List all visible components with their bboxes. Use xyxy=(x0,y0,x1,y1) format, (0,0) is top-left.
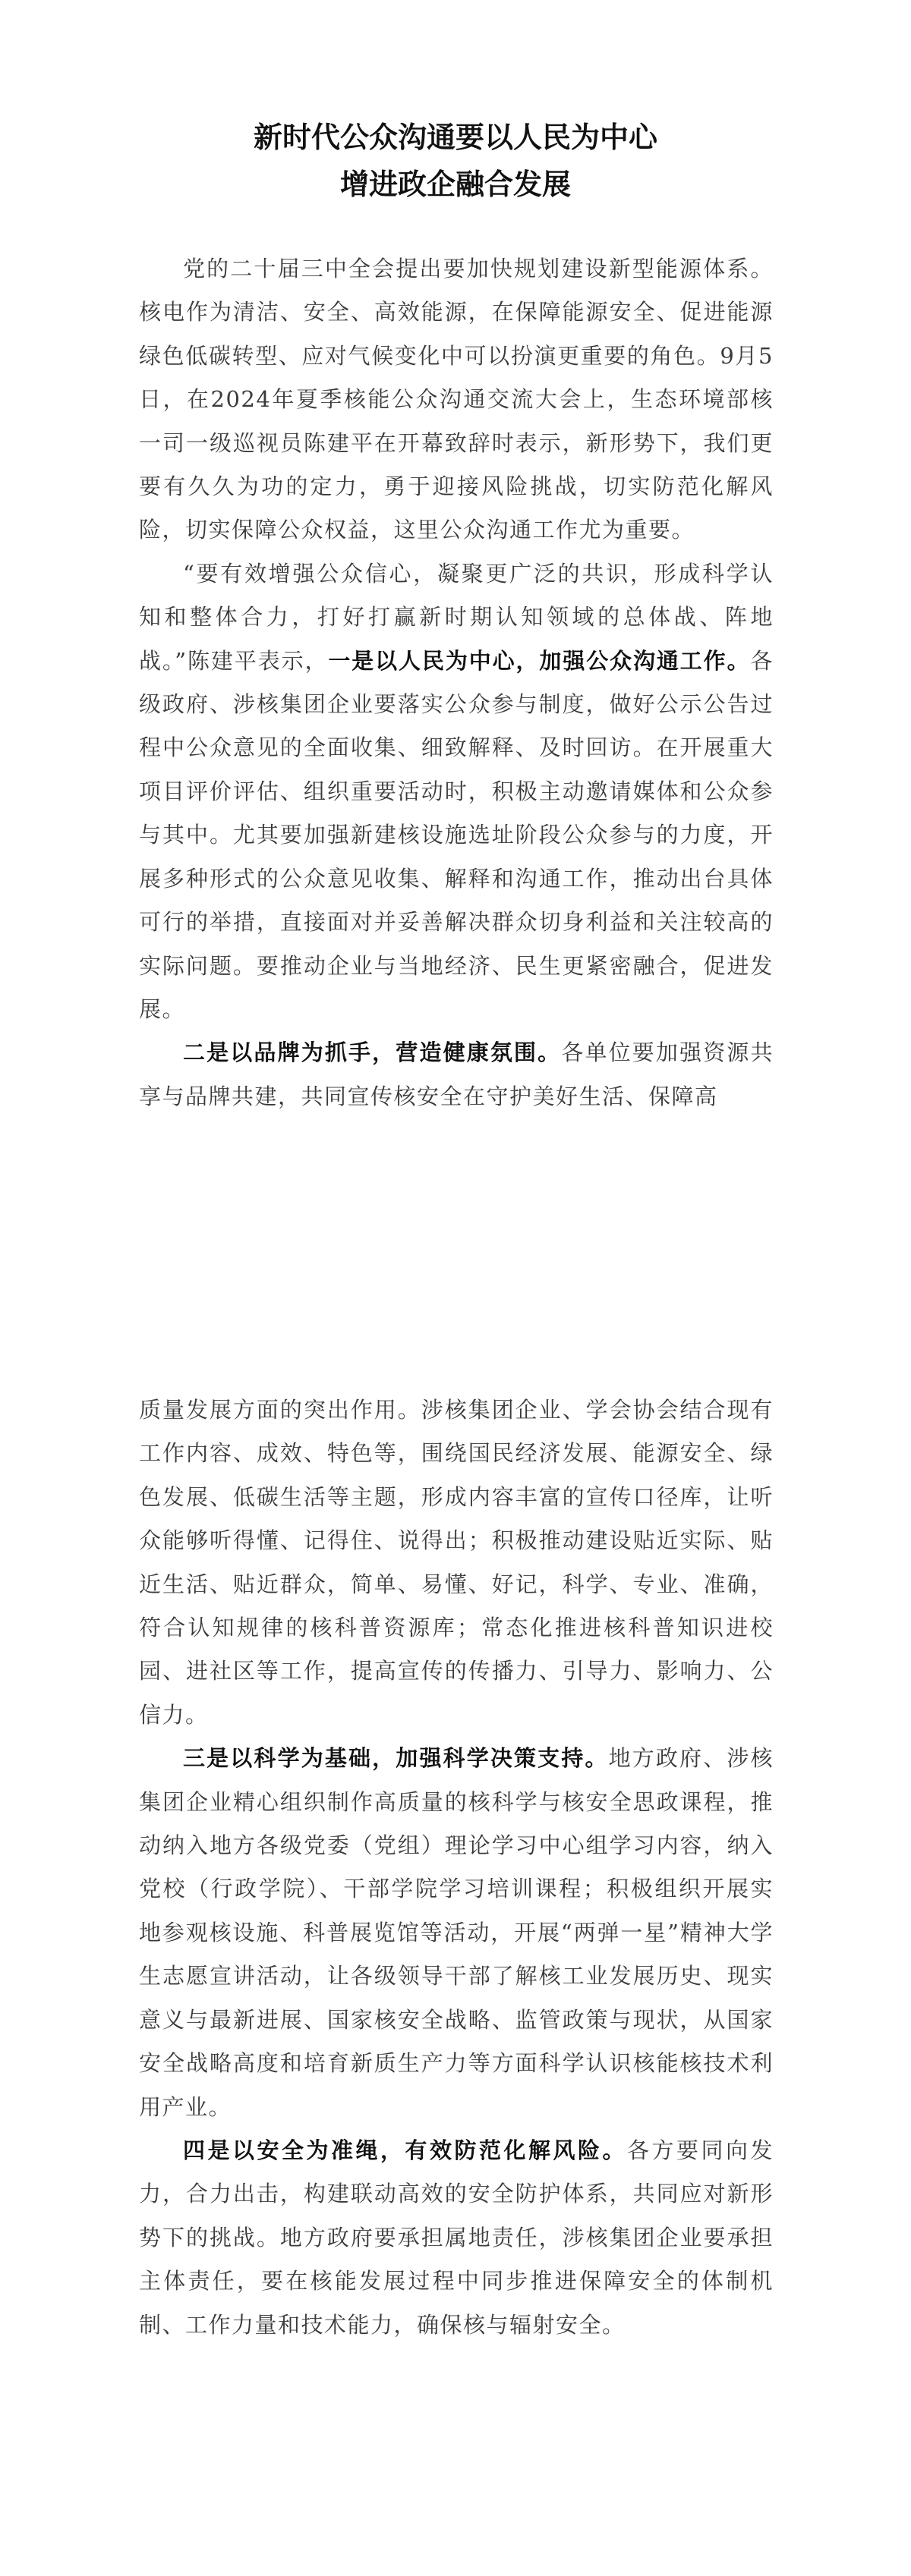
point-four-heading: 四是以安全为准绳，有效防范化解风险。 xyxy=(183,2137,627,2163)
title-line-2: 增进政企融合发展 xyxy=(339,167,571,201)
quote-text: “要有效增强公众信心，凝聚更广泛的共识，形成科学认知和整体合力，打好打赢新时期认知领域的总体战、阵地战。”陈建平表示， xyxy=(139,560,774,674)
point-two-text-start: 各单位要加强资源共享与品牌共建，共同宣传核安全在守护美好生活、保障高 xyxy=(139,1040,774,1109)
article-title xyxy=(0,114,911,208)
paragraph-point-two-start xyxy=(139,1031,774,1118)
paragraph-point-three xyxy=(139,1737,774,2129)
paragraph-intro: 党的二十届三中全会提出要加快规划建设新型能源体系。核电作为清洁、安全、高效能源，在保障能源安全、促进能源绿色低碳转型、应对气候变化中可以扮演更重要的角色。9月5日，在2024年夏季核能公众沟通交流大会上，生态环境部核一司一级巡视员陈建平在开幕致辞时表示，新形势下，我们更要有久久为功的定力，勇于迎接风险挑战，切实防范化解风险，切实保障公众权益，这里公众沟通工作尤为重要。 xyxy=(139,256,774,543)
title-line-1: 新时代公众沟通要以人民为中心 xyxy=(253,120,657,154)
paragraph-point-four xyxy=(139,2129,774,2347)
article-body-upper xyxy=(139,247,774,1118)
point-one-heading: 一是以人民为中心，加强公众沟通工作。 xyxy=(328,647,751,674)
point-four-text: 各方要同向发力，合力出击，构建联动高效的安全防护体系，共同应对新形势下的挑战。地方政府要承担属地责任，涉核集团企业要承担主体责任，要在核能发展过程中同步推进保障安全的体制机制、工作力量和技术能力，确保核与辐射安全。 xyxy=(139,2137,774,2338)
point-one-text: 各级政府、涉核集团企业要落实公众参与制度，做好公示公告过程中公众意见的全面收集、细致解释、及时回访。在开展重大项目评价评估、组织重要活动时，积极主动邀请媒体和公众参与其中。尤其要加强新建核设施选址阶段公众参与的力度，开展多种形式的公众意见收集、解释和沟通工作，推动出台具体可行的举措，直接面对并妥善解决群众切身利益和关注较高的实际问题。要推动企业与当地经济、民生更紧密融合，促进发展。 xyxy=(139,647,774,1022)
article-body-lower xyxy=(139,1389,774,2347)
point-three-text: 地方政府、涉核集团企业精心组织制作高质量的核科学与核安全思政课程，推动纳入地方各级党委（党组）理论学习中心组学习内容，纳入党校（行政学院）、干部学院学习培训课程；积极组织开展实地参观核设施、科普展览馆等活动，开展“两弹一星”精神大学生志愿宣讲活动，让各级领导干部了解核工业发展历史、现实意义与最新进展、国家核安全战略、监管政策与现状，从国家安全战略高度和培育新质生产力等方面科学认识核能核技术利用产业。 xyxy=(139,1745,774,2120)
paragraph-point-one xyxy=(139,552,774,1031)
point-three-heading: 三是以科学为基础，加强科学决策支持。 xyxy=(183,1745,609,1772)
point-two-text-continued: 质量发展方面的突出作用。涉核集团企业、学会协会结合现有工作内容、成效、特色等，围绕国民经济发展、能源安全、绿色发展、低碳生活等主题，形成内容丰富的宣传口径库，让听众能够听得懂、记得住、说得出；积极推动建设贴近实际、贴近生活、贴近群众，简单、易懂、好记，科学、专业、准确，符合认知规律的核科普资源库；常态化推进核科普知识进校园、进社区等工作，提高宣传的传播力、引导力、影响力、公信力。 xyxy=(139,1397,774,1728)
point-two-heading: 二是以品牌为抓手，营造健康氛围。 xyxy=(183,1040,562,1066)
